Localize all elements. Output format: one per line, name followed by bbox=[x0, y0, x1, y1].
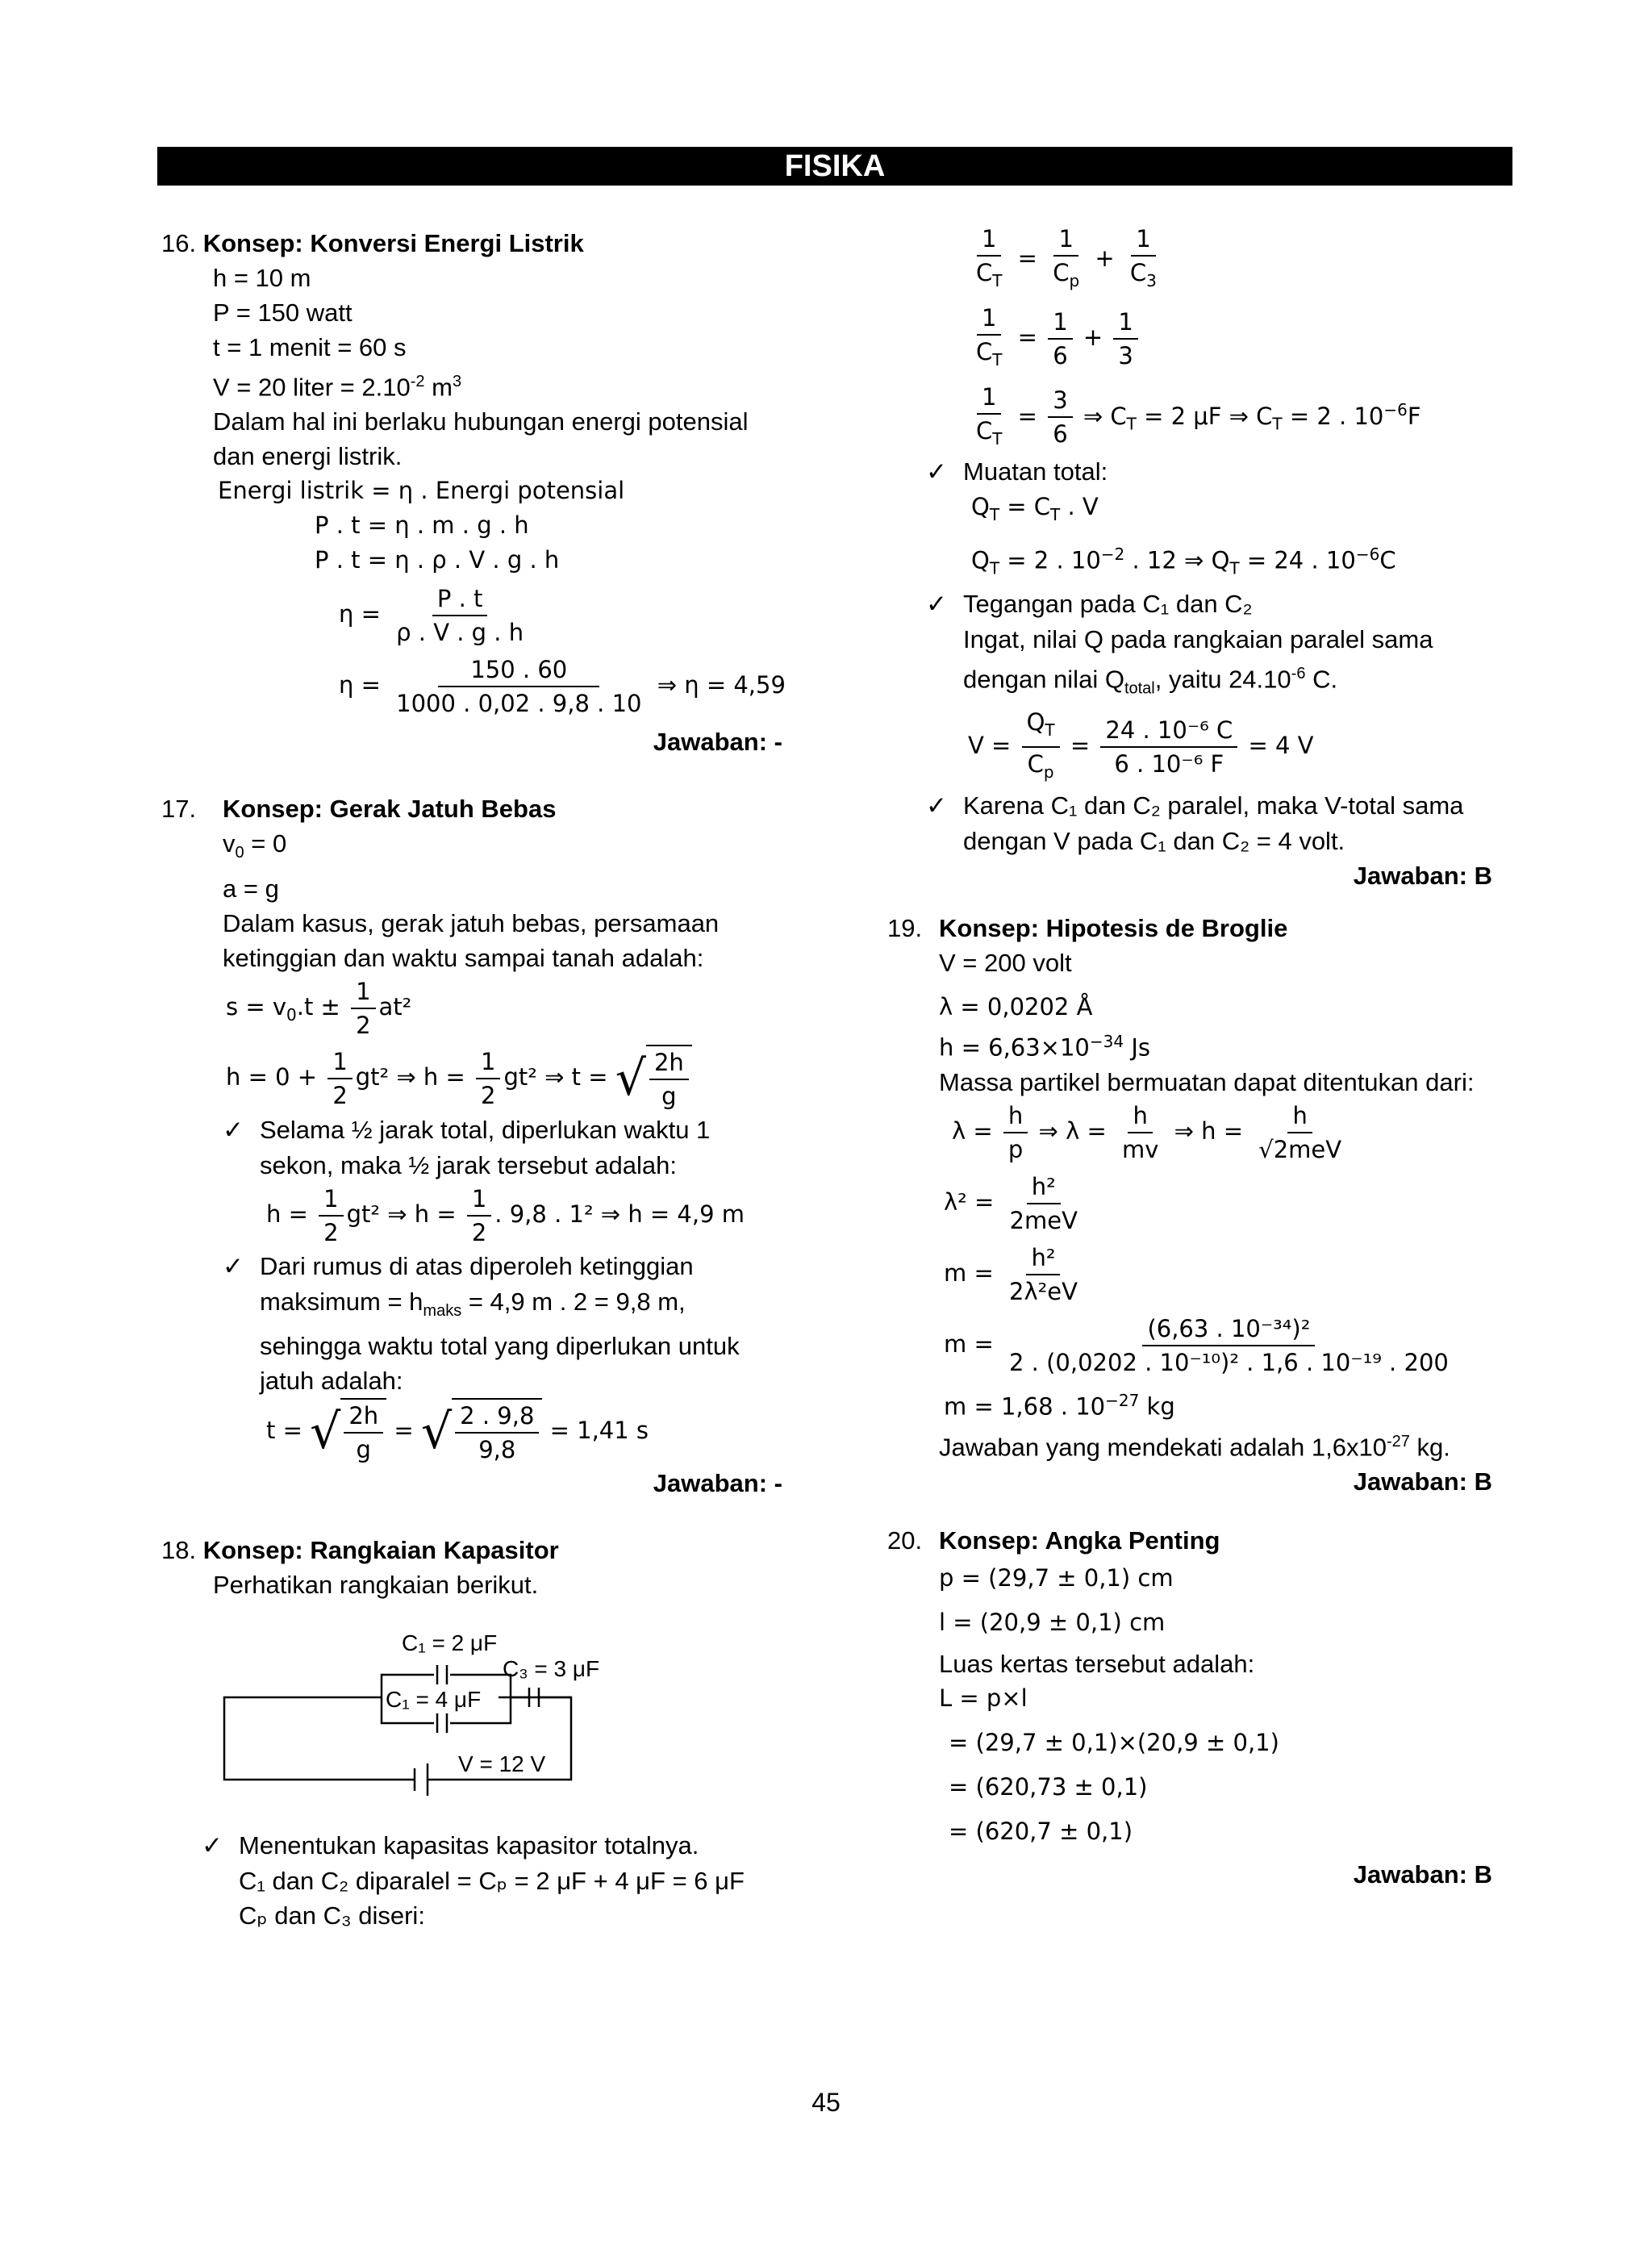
q18-equation: V = $\frac{Q_T}{C_p}$ = $\frac{\text{24 . 10⁻⁶ C}}{\text{6 . 10⁻⁶ F}}$ = 4 V bbox=[887, 706, 1516, 788]
q18-line: dengan nilai $Q_{total}$, yaitu $24.10^{-6}$ C. bbox=[963, 664, 1338, 698]
q16-line: h = 10 m bbox=[213, 264, 311, 292]
q19-answer: Jawaban: B bbox=[1353, 1467, 1492, 1496]
q17-line: Dalam kasus, gerak jatuh bebas, persamaan bbox=[223, 908, 720, 937]
q17-line: jatuh adalah: bbox=[260, 1366, 403, 1395]
q17-line: sekon, maka ½ jarak tersebut adalah: bbox=[260, 1150, 677, 1179]
q16-equation: P . t = η . ρ . V . g . h bbox=[315, 546, 560, 574]
q18-check-item: ✓ Tegangan pada C₁ dan C₂ bbox=[887, 586, 1516, 622]
q20-equation: L = p×l bbox=[939, 1684, 1028, 1713]
checkmark-icon: ✓ bbox=[223, 1251, 244, 1281]
q17-equation: $s = v_0.t$ ± $\frac{1}{2}$ at² bbox=[161, 975, 807, 1041]
q19-equation: λ² = $\frac{\text{h²}}{\text{2meV}}$ bbox=[887, 1171, 1516, 1237]
q17-number: 17. bbox=[161, 795, 197, 824]
q16-number: 16. bbox=[161, 229, 197, 257]
q20-answer: Jawaban: B bbox=[1353, 1860, 1492, 1889]
q20-number: 20. bbox=[887, 1526, 923, 1555]
q20-equation: l = (20,9 ± 0,1) cm bbox=[939, 1609, 1166, 1637]
q18-heading bbox=[161, 1533, 807, 1567]
q18-check-item: ✓ Menentukan kapasitas kapasitor totalnya. bbox=[161, 1828, 807, 1864]
q16-line: Dalam hal ini berlaku hubungan energi potensial bbox=[213, 407, 749, 436]
checkmark-icon: ✓ bbox=[926, 589, 947, 619]
q17-line: sehingga waktu total yang diperlukan untuk bbox=[260, 1331, 740, 1360]
circuit-label-c3: C₃ = 3 μF bbox=[503, 1655, 600, 1681]
checkmark-icon: ✓ bbox=[926, 457, 947, 487]
q17-heading bbox=[161, 791, 807, 826]
q17-check-item: ✓ Dari rumus di atas diperoleh ketinggian bbox=[161, 1249, 807, 1284]
q19-equation: λ = $\frac{h}{p}$ ⇒ λ = $\frac{h}{mv}$ ⇒ h = $\frac{h}{\text{√2meV}}$ bbox=[887, 1100, 1516, 1166]
q18-equation: $\frac{1}{C_T}$ = $\frac{3}{6}$ ⇒ $C_T = 2$ μF ⇒ $C_T = 2$ . $10^{-6}F$ bbox=[887, 381, 1516, 455]
q18-number: 18. bbox=[161, 1535, 197, 1564]
q16-equation: P . t = η . m . g . h bbox=[315, 511, 529, 540]
q16-line: V = 20 liter = $2.10^{-2}$ $m^3$ bbox=[213, 373, 462, 402]
q18-check-item: ✓ Karena C₁ dan C₂ paralel, maka V-total sama bbox=[887, 788, 1516, 824]
q19-equation: m = $\frac{\text{(6,63 . 10⁻³⁴)²}}{\text{2 . (0,0202 . 10⁻¹⁰)² . 1,6 . 10⁻¹⁹ . 200}}$ bbox=[887, 1313, 1516, 1379]
checkmark-icon: ✓ bbox=[223, 1115, 244, 1145]
q16-equation: Energi listrik = η . Energi potensial bbox=[218, 477, 625, 505]
checkmark-icon: ✓ bbox=[926, 791, 947, 820]
q17-equation: h = $\frac{1}{2}$ gt² ⇒ h = $\frac{1}{2}$ . 9,8 . 1² ⇒ h = 4,9 m bbox=[161, 1183, 807, 1249]
q17-check-item: ✓ Selama ½ jarak total, diperlukan waktu 1 bbox=[161, 1112, 807, 1148]
q18-line: dengan V pada C₁ dan C₂ = 4 volt. bbox=[963, 826, 1345, 855]
q18-equation: $Q_T = C_T$ . V bbox=[971, 493, 1099, 525]
q20-title: Konsep: Angka Penting bbox=[939, 1526, 1220, 1555]
q18-line: Perhatikan rangkaian berikut. bbox=[213, 1570, 539, 1599]
q20-line: Luas kertas tersebut adalah: bbox=[939, 1650, 1255, 1679]
page-header-banner: FISIKA bbox=[157, 147, 1512, 186]
q16-title: Konsep: Konversi Energi Listrik bbox=[202, 229, 584, 257]
left-column bbox=[161, 226, 807, 1933]
q18-answer: Jawaban: B bbox=[1353, 861, 1492, 890]
q17-title: Konsep: Gerak Jatuh Bebas bbox=[223, 795, 557, 824]
q20-equation: = (29,7 ± 0,1)×(20,9 ± 0,1) bbox=[949, 1729, 1279, 1757]
q18-line: C₁ dan C₂ diparalel = Cₚ = 2 μF + 4 μF = 6 μF bbox=[239, 1866, 745, 1895]
q18-equation: $\frac{1}{C_T}$ = $\frac{1}{6}$ + $\frac{1}{3}$ bbox=[887, 302, 1516, 376]
q17-equation: h = 0 + $\frac{1}{2}$ gt² ⇒ h = $\frac{1}{2}$ gt² ⇒ t = √ $\frac{2h}{g}$ bbox=[161, 1045, 807, 1112]
q16-heading bbox=[161, 226, 807, 261]
q19-title: Konsep: Hipotesis de Broglie bbox=[939, 913, 1288, 942]
q16-line: t = 1 menit = 60 s bbox=[213, 333, 407, 361]
q20-equation: = (620,73 ± 0,1) bbox=[949, 1773, 1148, 1801]
q19-line: V = 200 volt bbox=[939, 948, 1072, 977]
q17-line: a = g bbox=[223, 874, 279, 903]
q18-title: Konsep: Rangkaian Kapasitor bbox=[202, 1535, 559, 1564]
q17-answer: Jawaban: - bbox=[653, 1468, 782, 1497]
q16-equation: η = $\frac{P . t}{\rho . V . g . h}$ bbox=[161, 582, 807, 649]
q20-heading bbox=[887, 1523, 1516, 1558]
q17-line: ketinggian dan waktu sampai tanah adalah: bbox=[223, 943, 704, 972]
capacitor-circuit-diagram bbox=[216, 1618, 636, 1812]
q19-line: $h = 6,63\times 10^{-34}$ Js bbox=[939, 1031, 1150, 1062]
q19-line: Massa partikel bermuatan dapat ditentukan dari: bbox=[939, 1068, 1475, 1097]
q18-line: Ingat, nilai Q pada rangkaian paralel sama bbox=[963, 624, 1433, 653]
q17-equation: t = √ $\frac{2h}{g}$ = √ $\frac{2 . 9,8}{9,8}$ = 1,41 s bbox=[161, 1398, 807, 1466]
q18-equation: $\frac{1}{C_T}$ = $\frac{1}{C_p}$ + $\frac{1}{C_3}$ bbox=[887, 223, 1516, 297]
q17-line: $v_0 = 0$ bbox=[223, 829, 287, 862]
q16-equation: η = $\frac{150 . 60}{1000 . 0,02 . 9,8 . 10}$ ⇒ η = 4,59 bbox=[161, 653, 807, 720]
circuit-label-c2: C₁ = 4 μF bbox=[386, 1686, 482, 1712]
q18-equation: $Q_T = 2$ . $10^{-2}$ . 12 ⇒ $Q_T = 24$ . $10^{-6}C$ bbox=[971, 545, 1396, 578]
q19-heading bbox=[887, 911, 1516, 945]
q16-line: P = 150 watt bbox=[213, 298, 353, 327]
q16-answer: Jawaban: - bbox=[653, 728, 782, 757]
right-column bbox=[887, 223, 1516, 1892]
circuit-label-voltage: V = 12 V bbox=[458, 1751, 546, 1776]
q20-equation: p = (29,7 ± 0,1) cm bbox=[939, 1564, 1174, 1592]
page-number: 45 bbox=[811, 2088, 841, 2117]
q18-check-item: ✓ Muatan total: bbox=[887, 454, 1516, 490]
q18-line: Cₚ dan C₃ diseri: bbox=[239, 1901, 425, 1930]
q19-equation: m = $\frac{\text{h²}}{\text{2λ²eV}}$ bbox=[887, 1242, 1516, 1308]
q16-line: dan energi listrik. bbox=[213, 442, 403, 471]
q17-line: maksimum = $h_{maks} = 4,9$ m . 2 = 9,8 m, bbox=[260, 1287, 686, 1320]
q19-equation: m = 1,68 . $10^{-27}$ kg bbox=[944, 1391, 1175, 1421]
checkmark-icon: ✓ bbox=[202, 1830, 223, 1860]
circuit-label-c1: C₁ = 2 μF bbox=[402, 1630, 498, 1655]
q20-equation: = (620,7 ± 0,1) bbox=[949, 1818, 1133, 1846]
q19-number: 19. bbox=[887, 913, 923, 942]
q19-line: Jawaban yang mendekati adalah $1,6x10^{-27}$ kg. bbox=[939, 1433, 1450, 1462]
q19-line: λ = 0,0202 Å bbox=[939, 992, 1093, 1020]
